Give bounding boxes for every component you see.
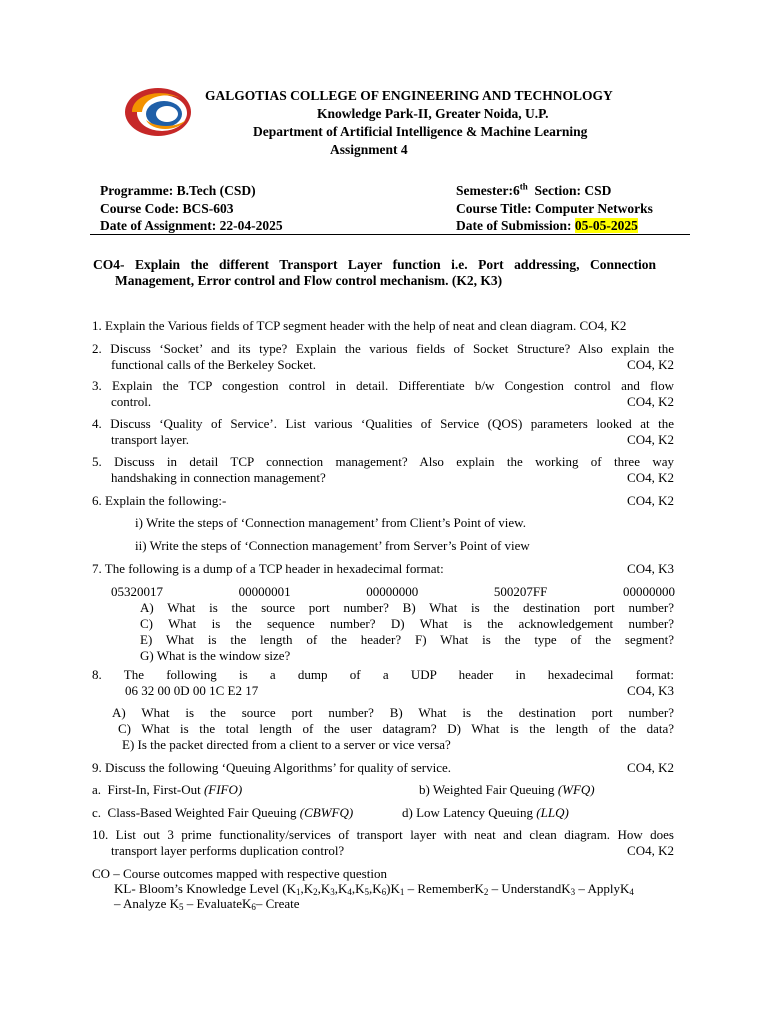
section: Section: CSD xyxy=(527,183,612,198)
co4-line1: CO4- Explain the different Transport Layer function i.e. Port addressing, Connection xyxy=(93,257,656,272)
q5-line2: handshaking in connection management? xyxy=(111,470,326,485)
co-legend: CO – Course outcomes mapped with respective question xyxy=(92,866,387,881)
meta-left xyxy=(100,182,283,235)
question-5 xyxy=(92,454,674,486)
footer-legend xyxy=(92,866,674,911)
q7-hex-dump xyxy=(111,584,675,600)
q1-text: 1. Explain the Various fields of TCP segment header with the help of neat and clean diagram. CO4, K2 xyxy=(92,318,627,333)
programme: Programme: B.Tech (CSD) xyxy=(100,183,256,198)
q5-tag: CO4, K2 xyxy=(627,470,674,485)
q5-line1: 5. Discuss in detail TCP connection management? Also explain the working of three way xyxy=(92,454,674,469)
college-logo xyxy=(122,86,194,138)
course-code: Course Code: BCS-603 xyxy=(100,200,234,216)
q7-text: 7. The following is a dump of a TCP header in hexadecimal format: xyxy=(92,561,444,576)
course-outcome-statement xyxy=(93,257,656,289)
q7-line-e: E) What is the length of the header? F) What is the type of the segment? xyxy=(140,632,674,647)
question-1 xyxy=(92,318,674,334)
question-4 xyxy=(92,416,674,448)
q3-line1: 3. Explain the TCP congestion control in detail. Differentiate b/w Congestion control and flow xyxy=(92,378,674,393)
q8-hex-dump: 06 32 00 0D 00 1C E2 17 xyxy=(125,683,259,698)
q2-line1: 2. Discuss ‘Socket’ and its type? Explain the various fields of Socket Structure? Also explain the xyxy=(92,341,674,356)
department-name: Department of Artificial Intelligence & Machine Learning xyxy=(253,124,588,139)
header-divider xyxy=(90,234,690,235)
course-title: Course Title: Computer Networks xyxy=(456,200,653,216)
q2-tag: CO4, K2 xyxy=(627,357,674,372)
q6-sub-ii: ii) Write the steps of ‘Connection management’ from Server’s Point of view xyxy=(135,538,530,553)
q9-option-d: d) Low Latency Queuing (LLQ) xyxy=(402,805,569,820)
question-3 xyxy=(92,378,674,410)
q8-line-a: A) What is the source port number? B) What is the destination port number? xyxy=(112,705,674,720)
q8-tag: CO4, K3 xyxy=(627,683,674,698)
co4-line2: Management, Error control and Flow control mechanism. (K2, K3) xyxy=(115,273,503,288)
hex-word: 00000001 xyxy=(238,584,291,599)
semester: Semester:6 xyxy=(456,183,520,198)
q7-line-a: A) What is the source port number? B) What is the destination port number? xyxy=(140,600,674,615)
q7-tag: CO4, K3 xyxy=(627,561,674,576)
question-2 xyxy=(92,341,674,373)
submission-label: Date of Submission: xyxy=(456,218,575,233)
q3-line2: control. xyxy=(111,394,152,409)
submission-date: 05-05-2025 xyxy=(574,218,638,233)
meta-right xyxy=(456,182,653,235)
q7-line-c: C) What is the sequence number? D) What is the acknowledgement number? xyxy=(140,616,674,631)
question-8 xyxy=(92,667,674,753)
semester-sup: th xyxy=(519,181,528,192)
q10-line1: 10. List out 3 prime functionality/services of transport layer with neat and clean diagram. How does xyxy=(92,827,674,842)
q7-line-g: G) What is the window size? xyxy=(140,648,291,663)
hex-word: 00000000 xyxy=(622,584,675,599)
q6-tag: CO4, K2 xyxy=(627,493,674,508)
hex-word: 05320017 xyxy=(111,584,163,599)
institution-name: GALGOTIAS COLLEGE OF ENGINEERING AND TECHNOLOGY xyxy=(205,88,613,103)
q10-tag: CO4, K2 xyxy=(627,843,674,858)
q8-line-c: C) What is the total length of the user datagram? D) What is the length of the data? xyxy=(118,721,674,736)
date-of-submission xyxy=(456,217,653,235)
question-9 xyxy=(92,760,674,776)
semester-section xyxy=(456,182,653,200)
q6-text: 6. Explain the following:- xyxy=(92,493,227,508)
q9-option-a: a. First-In, First-Out (FIFO) xyxy=(92,782,243,797)
q4-tag: CO4, K2 xyxy=(627,432,674,447)
date-of-assignment: Date of Assignment: 22-04-2025 xyxy=(100,218,283,233)
q6-sub-i: i) Write the steps of ‘Connection management’ from Client’s Point of view. xyxy=(135,515,526,530)
kl-legend: KL- Bloom’s Knowledge Level $(K_1,K_2,K_3,K_4,K_5,K_6)K_1$ – RememberK$_2$ – UnderstandK$_3$ – ApplyK$_4$ xyxy=(114,881,634,897)
hex-word: 500207FF xyxy=(493,584,548,599)
q8-line1: 8. The following is a dump of a UDP header in hexadecimal format: xyxy=(92,667,674,682)
q8-line-e: E) Is the packet directed from a client to a server or vice versa? xyxy=(122,737,451,752)
q2-line2: functional calls of the Berkeley Socket. xyxy=(111,357,317,372)
institution-header xyxy=(205,87,613,141)
q3-tag: CO4, K2 xyxy=(627,394,674,409)
q4-line1: 4. Discuss ‘Quality of Service’. List various ‘Qualities of Service (QOS) parameters looked at the xyxy=(92,416,674,431)
q9-option-b: b) Weighted Fair Queuing (WFQ) xyxy=(419,782,595,797)
question-7 xyxy=(92,561,674,664)
q10-line2: transport layer performs duplication control? xyxy=(111,843,345,858)
assignment-title: Assignment 4 xyxy=(330,142,408,157)
hex-word: 00000000 xyxy=(366,584,419,599)
question-10 xyxy=(92,827,674,859)
q9-tag: CO4, K2 xyxy=(627,760,674,775)
q4-line2: transport layer. xyxy=(111,432,189,447)
question-6 xyxy=(92,493,674,509)
q9-text: 9. Discuss the following ‘Queuing Algorithms’ for quality of service. xyxy=(92,760,452,775)
kl-legend-cont: – Analyze $K_5$ – EvaluateK$_6$– Create xyxy=(114,896,300,912)
q9-option-c: c. Class-Based Weighted Fair Queuing (CBWFQ) xyxy=(92,805,354,820)
institution-address: Knowledge Park-II, Greater Noida, U.P. xyxy=(317,106,549,121)
